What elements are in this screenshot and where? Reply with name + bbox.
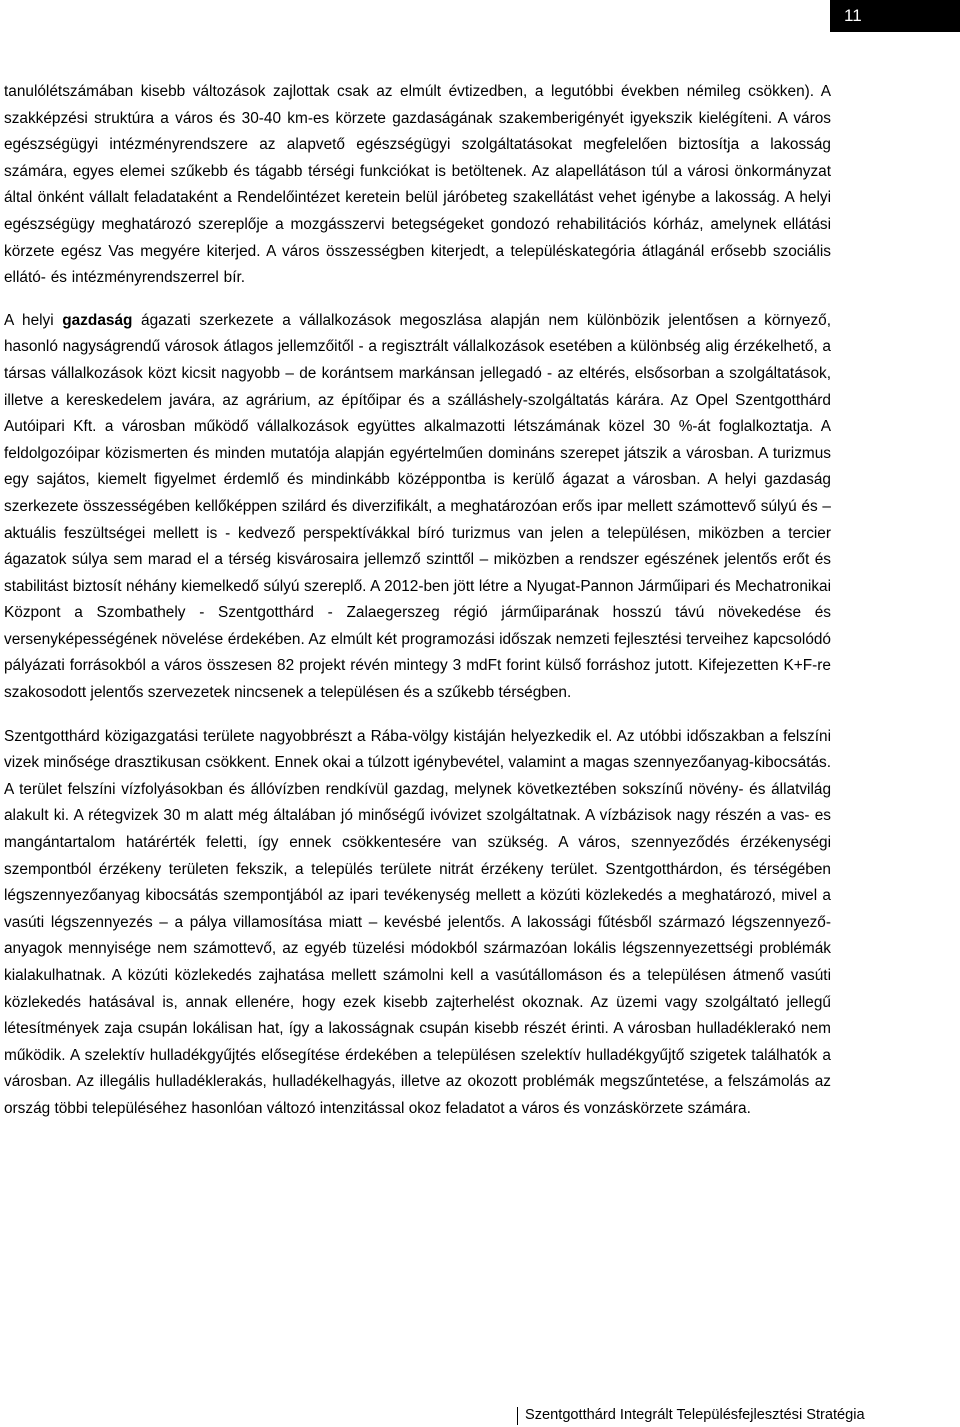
page-number-badge [830, 0, 960, 32]
footer-divider [517, 1407, 518, 1425]
paragraph-economy-lead: A helyi [4, 311, 63, 329]
paragraph-economy-text: ágazati szerkezete a vállalkozások megoszlása alapján nem különbözik jelentősen a környező, hasonló nagyságrendű városok átlagos jellemzőitől - a regisztrált vállalkozások esetében a különbség alig érzékelhető, a társas vállalkozások közt kicsit nagyobb – de korántsem markánsan jellegadó - az eltérés, elsősorban a szolgáltatások, illetve a kereskedelem javára, az agrárium, az építőipar és a szálláshely-szolgáltatás kárára. Az Opel Szentgotthárd Autóipari Kft. a városban működő vállalkozások együttes alkalmazotti létszámának közel 30 %-át foglalkoztatja. A feldolgozóipar közismerten és minden mutatója alapján egyértelműen domináns szerepet játszik a városban. A turizmus egy sajátos, kiemelt figyelmet érdemlő és mindinkább középpontba is kerülő ágazat a városban. A helyi gazdaság szerkezete összességében kellőképpen szilárd és diverzifikált, a meghatározóan erős ipar mellett számottevő súlyú és – aktuális feszültségei mellett is - kedvező perspektívákkal bíró turizmus van jelen a településen, miközben a tercier ágazatok súlya sem marad el a térség kisvárosaira jellemző szinttől – miközben a rendszer egészének jelentős erőt és stabilitást biztosít néhány kiemelkedő súlyú szereplő. A 2012-ben jött létre a Nyugat-Pannon Járműipari és Mechatronikai Központ a Szombathely - Szentgotthárd - Zalaegerszeg régió járműiparának hosszú távú növekedése és versenyképességének növelése érdekében. Az elmúlt két programozási időszak nemzeti fejlesztési terveihez kapcsolódó pályázati forrásokból a város összesen 82 projekt révén mintegy 3 mdFt forint külső forráshoz jutott. Kifejezetten K+F-re szakosodott jelentős szervezetek nincsenek a településen és a szűkebb térségben. [4, 311, 831, 702]
paragraph-education-health: tanulólétszámában kisebb változások zajlottak csak az elmúlt évtizedben, a legutóbbi években némileg csökken). A szakképzési struktúra a város és 30-40 km-es körzete gazdaságának szakemberigényét igyekszik kielégíteni. A város egészségügyi intézményrendszere az alapvető egészségügyi szolgáltatásokat megfelelően biztosítja a lakosság számára, egyes elemei szűkebb és tágabb térségi funkciókat is betöltenek. Az alapellátáson túl a városi önkormányzat által önként vállalt feladataként a Rendelőintézet keretein belül járóbeteg szakellátást vehet igénybe a lakosság. A helyi egészségügy meghatározó szereplője a mozgásszervi betegségeket gondozó rehabilitációs kórház, amelynek ellátási körzete egész Vas megyére kiterjed. A város összességben kiterjedt, a településkategória átlagánál erősebb szociális ellátó- és intézményrendszerrel bír. [4, 83, 831, 287]
page-footer [517, 1404, 927, 1426]
paragraph-economy [4, 308, 831, 707]
page-number: 11 [844, 6, 862, 25]
paragraph-environment: Szentgotthárd közigazgatási területe nagyobbrészt a Rába-völgy kistáján helyezkedik el. Az utóbbi időszakban a felszíni vizek minősége drasztikusan csökkent. Ennek okai a túlzott igénybevétel, valamint a magas szennyezőanyag-kibocsátás. A terület felszíni vízfolyásokban és állóvízben rendkívül gazdag, melynek következtében sokszínű növény- és állatvilág alakult ki. A rétegvizek 30 m alatt még általában jó minőségű ivóvizet szolgáltatnak. A vízbázisok nagy részén a vas- es mangántartalom határérték feletti, így ennek csökkentesére van szükség. A város, szennyeződés érzékenységi szempontból érzékeny területen fekszik, a település területe nitrát érzékeny terület. Szentgotthárdon, és térségében légszennyezőanyag kibocsátás szempontjából az ipari tevékenység mellett a közúti közlekedés a meghatározó, mivel a vasúti légszennyezés – a pálya villamosítása miatt – kevésbé jelentős. A lakossági fűtésből származó légszennyező-anyagok mennyisége nem számottevő, az egyéb tüzelési módokból származóan lokális légszennyezettségi problémák kialakulhatnak. A közúti közlekedés zajhatása mellett számolni kell a vasútállomáson és a településen átmenő vasúti közlekedés hatásával is, annak ellenére, hogy ezek kisebb zajterhelést okoznak. Az üzemi vagy szolgáltató jellegű létesítmények zaja csupán lokálisan hat, így a lakosságnak csupán kisebb részét érinti. A városban hulladéklerakó nem működik. A szelektív hulladékgyűjtés elősegítése érdekében a településen szelektív hulladékgyűjtő szigetek találhatók a városban. Az illegális hulladéklerakás, hulladékelhagyás, illetve az okozott problémák megszűntetése, a felszámolás az ország többi településéhez hasonlóan változó intenzitással okoz feladatot a város és vonzáskörzete számára. [4, 727, 831, 1117]
document-body [4, 79, 831, 1123]
paragraph-economy-keyword: gazdaság [62, 311, 133, 329]
footer-document-title: Szentgotthárd Integrált Településfejlesztési Stratégia [525, 1407, 865, 1423]
